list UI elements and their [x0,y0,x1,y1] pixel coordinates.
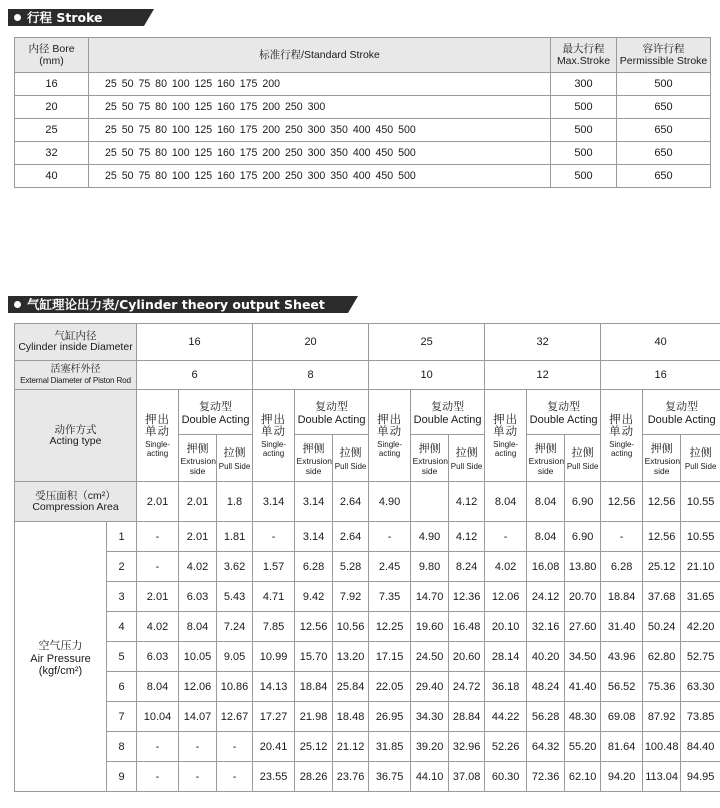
force-cell: 27.60 [565,612,601,642]
compression-area-row [15,482,720,522]
force-cell: 7.35 [369,582,411,612]
force-cell: 40.20 [527,642,565,672]
force-cell: 44.22 [485,702,527,732]
force-cell: 25.12 [643,552,681,582]
area-cell: 12.56 [601,482,643,522]
force-cell: 9.80 [411,552,449,582]
permissible-cell: 650 [617,142,711,165]
table-row [15,165,711,188]
stroke-section-title: 行程 Stroke [8,9,144,26]
extrusion-side-header: 押侧 Extrusion side [179,435,217,482]
force-cell: 28.26 [295,762,333,792]
pull-side-header: 拉侧 Pull Side [333,435,369,482]
pull-side-header: 拉侧 Pull Side [449,435,485,482]
rod-cell: 8 [253,361,369,390]
force-cell: - [137,732,179,762]
pull-side-header: 拉侧 Pull Side [681,435,720,482]
pressure-row [15,672,720,702]
force-cell: 3.62 [217,552,253,582]
area-cell: 2.01 [179,482,217,522]
force-cell: 9.42 [295,582,333,612]
force-cell: 100.48 [643,732,681,762]
rod-cell: 12 [485,361,601,390]
force-cell: 52.75 [681,642,720,672]
force-cell: 17.15 [369,642,411,672]
area-cell [411,482,449,522]
table-row [15,73,711,96]
pressure-value-cell: 4 [107,612,137,642]
force-cell: 39.20 [411,732,449,762]
single-acting-header: 押出单动 Single-acting [601,390,643,482]
max-stroke-header: 最大行程 Max.Stroke [551,38,617,73]
strokes-cell: 25 50 75 80 100 125 160 175 200 250 300 350 400 450 500 [89,142,551,165]
force-cell: 34.30 [411,702,449,732]
max-cell: 300 [551,73,617,96]
force-cell: - [217,732,253,762]
force-cell: 10.55 [681,522,720,552]
force-cell: 7.24 [217,612,253,642]
force-cell: 21.98 [295,702,333,732]
pressure-value-cell: 7 [107,702,137,732]
force-cell: 25.12 [295,732,333,762]
diameter-cell: 32 [485,324,601,361]
force-cell: - [179,732,217,762]
area-cell: 1.8 [217,482,253,522]
force-cell: 42.20 [681,612,720,642]
force-cell: 12.06 [179,672,217,702]
pressure-value-cell: 2 [107,552,137,582]
force-cell: 2.64 [333,522,369,552]
diameter-cell: 40 [601,324,720,361]
force-cell: 6.03 [179,582,217,612]
force-cell: 20.70 [565,582,601,612]
area-cell: 8.04 [485,482,527,522]
inside-diameter-label: 气缸内径 Cylinder inside Diameter [15,324,137,361]
pressure-row [15,642,720,672]
diameter-row [15,324,720,361]
force-cell: 12.06 [485,582,527,612]
force-cell: 13.20 [333,642,369,672]
permissible-cell: 650 [617,119,711,142]
force-cell: 14.13 [253,672,295,702]
force-cell: 14.70 [411,582,449,612]
force-cell: 23.55 [253,762,295,792]
area-cell: 10.55 [681,482,720,522]
force-cell: 28.84 [449,702,485,732]
output-section-title: 气缸理论出力表/Cylinder theory output Sheet [8,296,348,313]
force-cell: 3.14 [295,522,333,552]
force-cell: 9.05 [217,642,253,672]
force-cell: 1.57 [253,552,295,582]
max-cell: 500 [551,142,617,165]
force-cell: 56.52 [601,672,643,702]
force-cell: 63.30 [681,672,720,702]
force-cell: - [601,522,643,552]
force-cell: 1.81 [217,522,253,552]
force-cell: 43.96 [601,642,643,672]
force-cell: 4.02 [485,552,527,582]
max-cell: 500 [551,119,617,142]
force-cell: 21.12 [333,732,369,762]
force-cell: 7.92 [333,582,369,612]
force-cell: 6.90 [565,522,601,552]
force-cell: 16.08 [527,552,565,582]
force-cell: 12.56 [295,612,333,642]
force-cell: 36.75 [369,762,411,792]
force-cell: 41.40 [565,672,601,702]
permissible-stroke-header: 容许行程 Permissible Stroke [617,38,711,73]
force-cell: 60.30 [485,762,527,792]
force-cell: 12.56 [643,522,681,552]
force-cell: 87.92 [643,702,681,732]
rod-cell: 6 [137,361,253,390]
pressure-row [15,552,720,582]
single-acting-header: 押出单动 Single-acting [253,390,295,482]
force-cell: 2.01 [179,522,217,552]
pressure-value-cell: 5 [107,642,137,672]
force-cell: - [217,762,253,792]
area-cell: 2.01 [137,482,179,522]
extrusion-side-header: 押侧 Extrusion side [527,435,565,482]
bore-cell: 32 [15,142,89,165]
force-cell: 13.80 [565,552,601,582]
extrusion-side-header: 押侧 Extrusion side [411,435,449,482]
rod-row [15,361,720,390]
force-cell: 48.24 [527,672,565,702]
stroke-header-row [15,38,711,73]
force-cell: 20.60 [449,642,485,672]
force-cell: 75.36 [643,672,681,702]
force-cell: 10.56 [333,612,369,642]
bullet-icon [14,14,21,21]
force-cell: 36.18 [485,672,527,702]
force-cell: 32.16 [527,612,565,642]
force-cell: 84.40 [681,732,720,762]
force-cell: 6.28 [601,552,643,582]
force-cell: 2.45 [369,552,411,582]
force-cell: 73.85 [681,702,720,732]
pressure-row [15,762,720,792]
force-cell: 10.99 [253,642,295,672]
force-cell: 32.96 [449,732,485,762]
force-cell: 4.02 [137,612,179,642]
pressure-row [15,732,720,762]
force-cell: 19.60 [411,612,449,642]
force-cell: - [137,522,179,552]
bore-cell: 20 [15,96,89,119]
force-cell: 17.27 [253,702,295,732]
force-cell: 26.95 [369,702,411,732]
strokes-cell: 25 50 75 80 100 125 160 175 200 [89,73,551,96]
force-cell: 55.20 [565,732,601,762]
force-cell: 50.24 [643,612,681,642]
acting-type-label: 动作方式 Acting type [15,390,137,482]
output-table [14,323,720,792]
single-acting-header: 押出单动 Single-acting [369,390,411,482]
force-cell: 25.84 [333,672,369,702]
pull-side-header: 拉侧 Pull Side [565,435,601,482]
strokes-cell: 25 50 75 80 100 125 160 175 200 250 300 [89,96,551,119]
double-acting-header: 复动型 Double Acting [179,390,253,435]
rod-cell: 16 [601,361,720,390]
force-cell: 94.20 [601,762,643,792]
compression-area-label: 受压面积（cm²） Compression Area [15,482,137,522]
force-cell: 20.41 [253,732,295,762]
force-cell: 62.10 [565,762,601,792]
force-cell: 37.08 [449,762,485,792]
area-cell: 3.14 [295,482,333,522]
area-cell: 4.12 [449,482,485,522]
pressure-value-cell: 3 [107,582,137,612]
force-cell: 5.43 [217,582,253,612]
force-cell: 24.50 [411,642,449,672]
force-cell: 23.76 [333,762,369,792]
pressure-row [15,582,720,612]
table-row [15,96,711,119]
diameter-cell: 25 [369,324,485,361]
force-cell: 44.10 [411,762,449,792]
extrusion-side-header: 押侧 Extrusion side [295,435,333,482]
force-cell: - [137,552,179,582]
force-cell: 16.48 [449,612,485,642]
extrusion-side-header: 押侧 Extrusion side [643,435,681,482]
area-cell: 3.14 [253,482,295,522]
force-cell: 12.25 [369,612,411,642]
force-cell: 72.36 [527,762,565,792]
single-acting-header: 押出单动 Single-acting [137,390,179,482]
force-cell: - [137,762,179,792]
force-cell: 12.36 [449,582,485,612]
force-cell: 12.67 [217,702,253,732]
force-cell: 10.05 [179,642,217,672]
force-cell: 4.02 [179,552,217,582]
bore-cell: 25 [15,119,89,142]
pressure-row [15,522,720,552]
force-cell: 18.84 [295,672,333,702]
force-cell: 21.10 [681,552,720,582]
rod-cell: 10 [369,361,485,390]
force-cell: - [369,522,411,552]
double-acting-header: 复动型 Double Acting [411,390,485,435]
max-cell: 500 [551,96,617,119]
force-cell: 5.28 [333,552,369,582]
table-row [15,119,711,142]
bore-cell: 16 [15,73,89,96]
max-cell: 500 [551,165,617,188]
force-cell: 10.86 [217,672,253,702]
force-cell: 7.85 [253,612,295,642]
area-cell: 4.90 [369,482,411,522]
strokes-cell: 25 50 75 80 100 125 160 175 200 250 300 350 400 450 500 [89,165,551,188]
force-cell: 2.01 [137,582,179,612]
force-cell: 56.28 [527,702,565,732]
pressure-value-cell: 1 [107,522,137,552]
force-cell: 8.04 [527,522,565,552]
stroke-table [14,37,711,188]
double-acting-header: 复动型 Double Acting [295,390,369,435]
permissible-cell: 650 [617,96,711,119]
pressure-row [15,612,720,642]
area-cell: 6.90 [565,482,601,522]
permissible-cell: 500 [617,73,711,96]
force-cell: 22.05 [369,672,411,702]
force-cell: - [179,762,217,792]
strokes-cell: 25 50 75 80 100 125 160 175 200 250 300 350 400 450 500 [89,119,551,142]
force-cell: 69.08 [601,702,643,732]
force-cell: 37.68 [643,582,681,612]
standard-stroke-header: 标准行程/Standard Stroke [89,38,551,73]
force-cell: 34.50 [565,642,601,672]
double-acting-header: 复动型 Double Acting [527,390,601,435]
table-row [15,142,711,165]
force-cell: 52.26 [485,732,527,762]
force-cell: 6.28 [295,552,333,582]
bore-header: 内径 Bore (mm) [15,38,89,73]
force-cell: 62.80 [643,642,681,672]
permissible-cell: 650 [617,165,711,188]
pressure-value-cell: 9 [107,762,137,792]
force-cell: 15.70 [295,642,333,672]
acting-row [15,390,720,435]
double-acting-header: 复动型 Double Acting [643,390,720,435]
pressure-row [15,702,720,732]
force-cell: 28.14 [485,642,527,672]
pressure-value-cell: 6 [107,672,137,702]
force-cell: 64.32 [527,732,565,762]
force-cell: 8.04 [179,612,217,642]
air-pressure-label: 空气压力 Air Pressure (kgf/cm²) [15,522,107,792]
force-cell: 31.40 [601,612,643,642]
force-cell: 31.65 [681,582,720,612]
force-cell: 4.71 [253,582,295,612]
rod-diameter-label: 活塞杆外径 External Diameter of Piston Rod [15,361,137,390]
force-cell: 18.84 [601,582,643,612]
force-cell: 48.30 [565,702,601,732]
single-acting-header: 押出单动 Single-acting [485,390,527,482]
force-cell: 29.40 [411,672,449,702]
force-cell: 81.64 [601,732,643,762]
force-cell: 4.90 [411,522,449,552]
force-cell: - [253,522,295,552]
pull-side-header: 拉侧 Pull Side [217,435,253,482]
force-cell: - [485,522,527,552]
force-cell: 18.48 [333,702,369,732]
force-cell: 14.07 [179,702,217,732]
pressure-value-cell: 8 [107,732,137,762]
area-cell: 2.64 [333,482,369,522]
force-cell: 20.10 [485,612,527,642]
diameter-cell: 20 [253,324,369,361]
force-cell: 4.12 [449,522,485,552]
force-cell: 10.04 [137,702,179,732]
force-cell: 31.85 [369,732,411,762]
force-cell: 8.24 [449,552,485,582]
area-cell: 12.56 [643,482,681,522]
area-cell: 8.04 [527,482,565,522]
diameter-cell: 16 [137,324,253,361]
force-cell: 24.72 [449,672,485,702]
bore-cell: 40 [15,165,89,188]
force-cell: 8.04 [137,672,179,702]
force-cell: 94.95 [681,762,720,792]
bullet-icon [14,301,21,308]
force-cell: 24.12 [527,582,565,612]
force-cell: 113.04 [643,762,681,792]
force-cell: 6.03 [137,642,179,672]
